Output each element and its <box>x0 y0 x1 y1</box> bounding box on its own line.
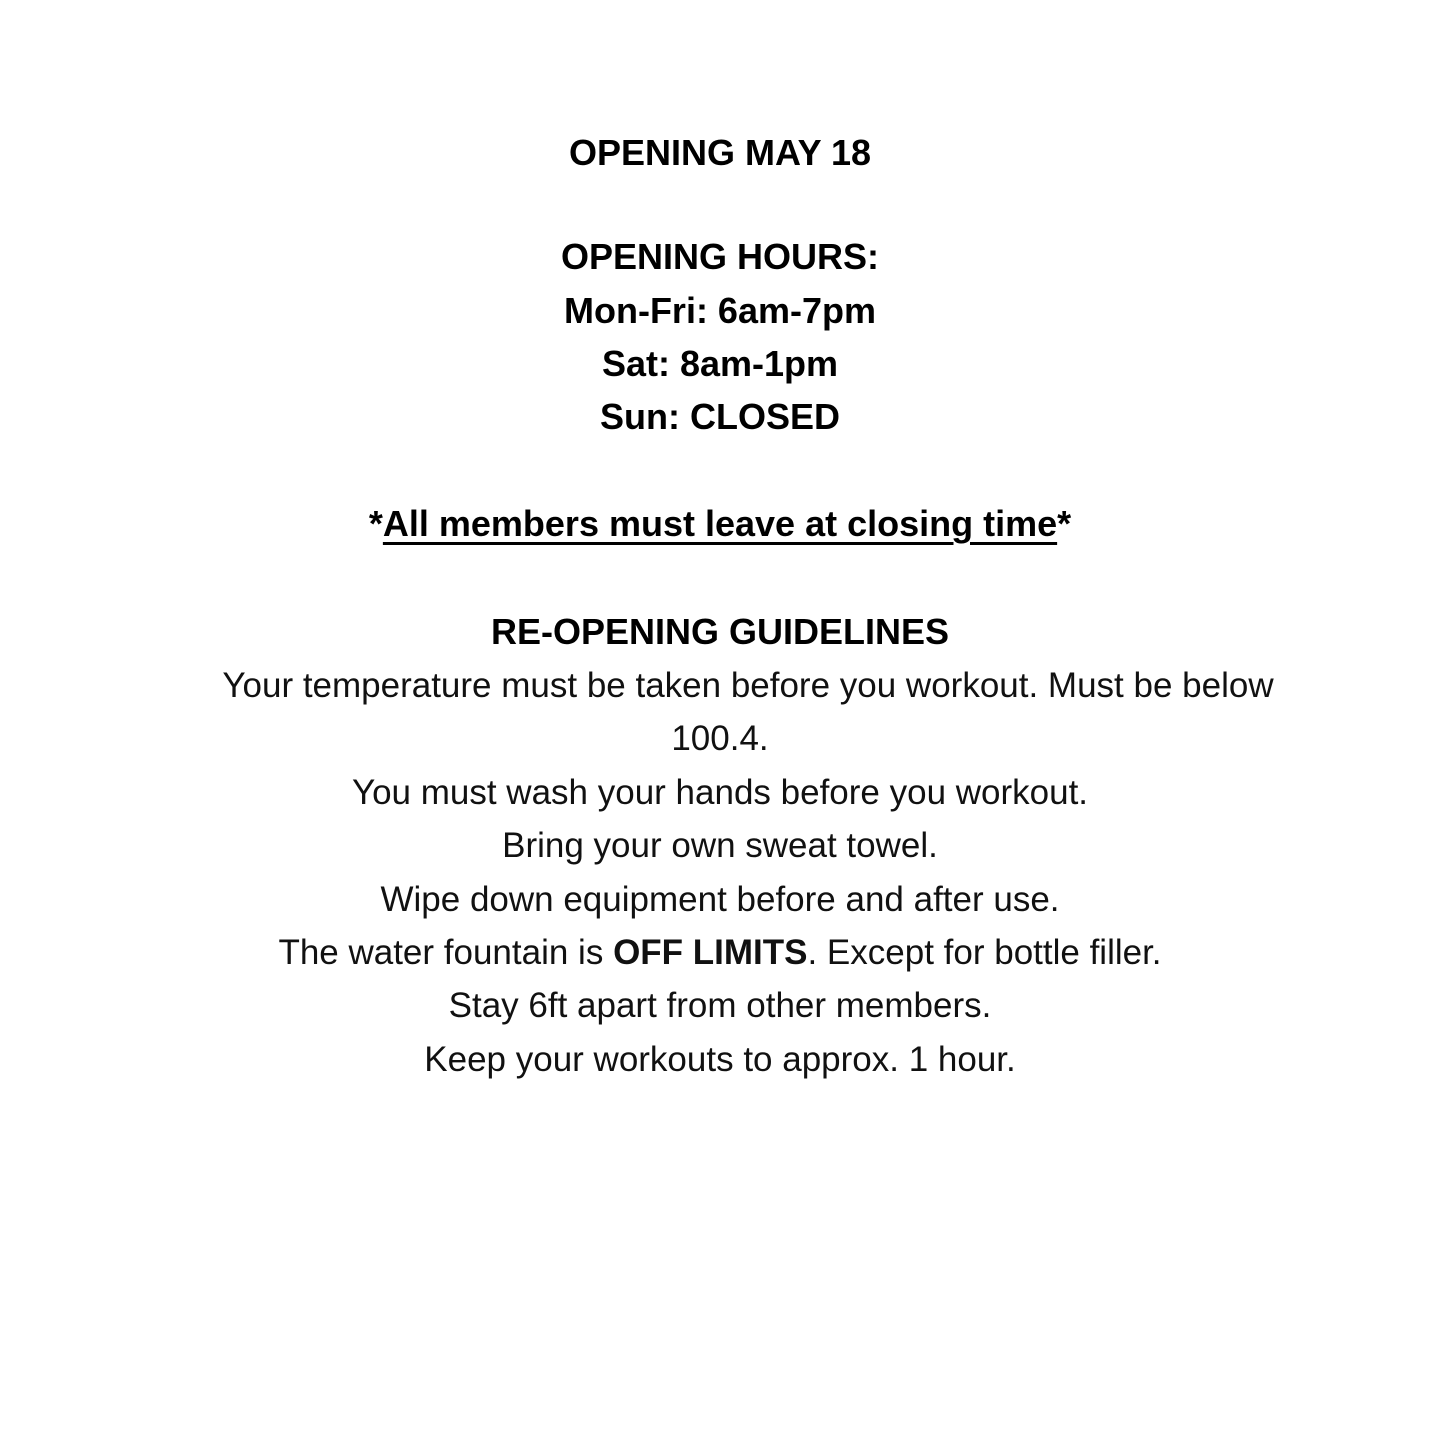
guidelines-heading: RE-OPENING GUIDELINES <box>490 611 950 652</box>
fountain-off-limits: OFF LIMITS <box>613 933 808 972</box>
fountain-text-after: . Except for bottle filler. <box>807 933 1162 972</box>
closing-notice-suffix: * <box>1057 503 1072 544</box>
closing-time-notice <box>0 497 1440 551</box>
hours-saturday: Sat: 8am-1pm <box>601 343 839 384</box>
opening-date-heading: OPENING MAY 18 <box>568 132 872 173</box>
hours-weekdays: Mon-Fri: 6am-7pm <box>563 290 876 331</box>
guideline-temperature-line1: Your temperature must be taken before you workout. Must be below <box>222 666 1274 705</box>
hours-sunday: Sun: CLOSED <box>600 396 840 437</box>
fountain-text-before: The water fountain is <box>278 933 614 972</box>
guideline-duration: Keep your workouts to approx. 1 hour. <box>424 1040 1016 1079</box>
guideline-wash-hands: You must wash your hands before you workout. <box>351 773 1089 812</box>
guideline-water-fountain <box>0 926 1440 980</box>
opening-hours-heading: OPENING HOURS: <box>560 236 880 277</box>
guideline-towel: Bring your own sweat towel. <box>502 826 938 865</box>
guideline-wipe-down: Wipe down equipment before and after use. <box>380 880 1060 919</box>
guideline-temperature-line2: 100.4. <box>671 719 769 758</box>
closing-notice-text: All members must leave at closing time <box>382 503 1058 544</box>
guideline-distance: Stay 6ft apart from other members. <box>448 986 992 1025</box>
closing-notice-prefix: * <box>368 503 383 544</box>
